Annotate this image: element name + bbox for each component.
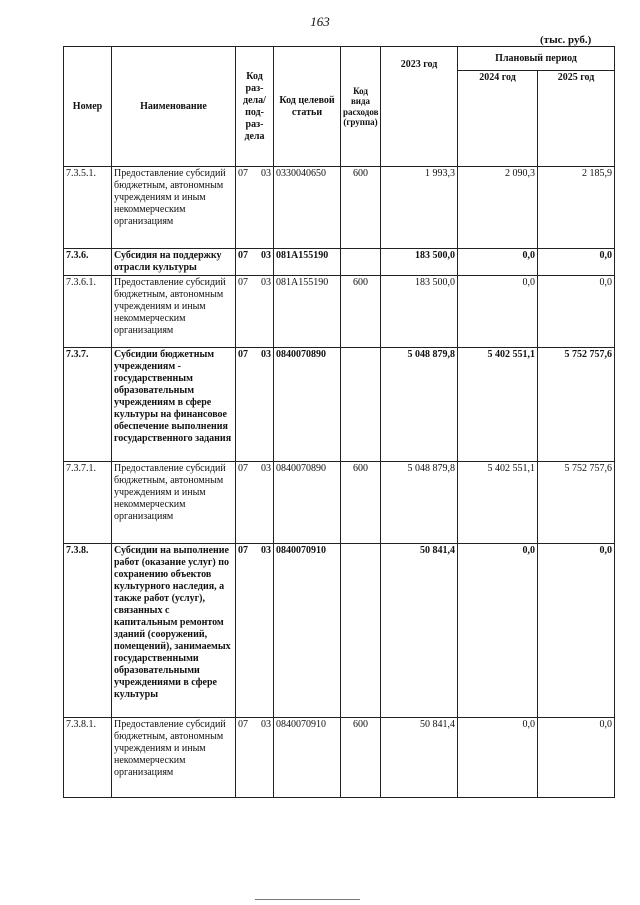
row-section (236, 462, 274, 544)
row-section-code: 07 (238, 719, 248, 730)
row-name: Предоставление субсидий бюджетным, автономным учреждениям и иным некоммерческим организациям (112, 167, 236, 249)
row-2024: 0,0 (458, 249, 538, 276)
row-subsection-code: 03 (261, 349, 271, 360)
row-2025: 0,0 (538, 718, 615, 798)
table-row (64, 544, 615, 718)
row-section-code: 07 (238, 250, 248, 261)
row-2023: 50 841,4 (381, 718, 458, 798)
table-row (64, 348, 615, 462)
row-number: 7.3.5.1. (64, 167, 112, 249)
row-2024: 5 402 551,1 (458, 348, 538, 462)
row-2023: 183 500,0 (381, 276, 458, 348)
table-body (64, 167, 615, 798)
table-row (64, 462, 615, 544)
row-2025: 5 752 757,6 (538, 462, 615, 544)
row-number: 7.3.7. (64, 348, 112, 462)
row-subsection-code: 03 (261, 545, 271, 556)
row-section-code: 07 (238, 277, 248, 288)
header-target: Код целевой статьи (274, 47, 341, 167)
row-2023: 5 048 879,8 (381, 348, 458, 462)
row-section-code: 07 (238, 349, 248, 360)
row-section (236, 348, 274, 462)
row-2024: 0,0 (458, 544, 538, 718)
row-expense (341, 348, 381, 462)
row-name: Предоставление субсидий бюджетным, автономным учреждениям и иным некоммерческим организациям (112, 718, 236, 798)
row-name: Предоставление субсидий бюджетным, автономным учреждениям и иным некоммерческим организациям (112, 276, 236, 348)
table-row (64, 249, 615, 276)
row-2024: 0,0 (458, 718, 538, 798)
page-number: 163 (310, 14, 330, 29)
row-section (236, 167, 274, 249)
header-name: Наименование (112, 47, 236, 167)
row-target: 081А155190 (274, 276, 341, 348)
row-subsection-code: 03 (261, 719, 271, 730)
row-target: 081А155190 (274, 249, 341, 276)
row-number: 7.3.8.1. (64, 718, 112, 798)
row-name: Предоставление субсидий бюджетным, автономным учреждениям и иным некоммерческим организациям (112, 462, 236, 544)
row-2023: 5 048 879,8 (381, 462, 458, 544)
row-subsection-code: 03 (261, 168, 271, 179)
row-2023: 1 993,3 (381, 167, 458, 249)
row-2025: 0,0 (538, 544, 615, 718)
row-name: Субсидии бюджетным учреждениям - государственным образовательным учреждениям в сфере культуры на финансовое обеспечение выполнения государственного задания (112, 348, 236, 462)
row-2024: 0,0 (458, 276, 538, 348)
table-row (64, 718, 615, 798)
header-plan: Плановый период (458, 47, 615, 71)
row-target: 0840070890 (274, 348, 341, 462)
footer-divider (255, 899, 360, 900)
row-number: 7.3.7.1. (64, 462, 112, 544)
header-year-2024: 2024 год (458, 71, 538, 167)
row-section (236, 718, 274, 798)
row-section-code: 07 (238, 463, 248, 474)
table-row (64, 276, 615, 348)
row-section-code: 07 (238, 545, 248, 556)
header-number: Номер (64, 47, 112, 167)
row-name: Субсидия на поддержку отрасли культуры (112, 249, 236, 276)
row-expense: 600 (341, 276, 381, 348)
row-2025: 0,0 (538, 249, 615, 276)
row-2025: 5 752 757,6 (538, 348, 615, 462)
row-number: 7.3.6. (64, 249, 112, 276)
row-subsection-code: 03 (261, 277, 271, 288)
row-expense: 600 (341, 167, 381, 249)
row-target: 0840070910 (274, 544, 341, 718)
budget-table (63, 46, 615, 798)
table-header (64, 47, 615, 167)
row-number: 7.3.6.1. (64, 276, 112, 348)
row-section (236, 249, 274, 276)
row-expense: 600 (341, 462, 381, 544)
row-2025: 2 185,9 (538, 167, 615, 249)
row-2023: 183 500,0 (381, 249, 458, 276)
header-year-2023: 2023 год (381, 47, 458, 167)
row-name: Субсидии на выполнение работ (оказание услуг) по сохранению объектов культурного наследия, а также работ (услуг), связанных с капитальным ремонтом зданий (сооружений, помещений), занимаемых государственными образовательными учреждениями в сфере культуры (112, 544, 236, 718)
header-year-2025: 2025 год (538, 71, 615, 167)
row-subsection-code: 03 (261, 250, 271, 261)
header-expense: Код вида расходов (группа) (341, 47, 381, 167)
units-label: (тыс. руб.) (540, 34, 592, 46)
row-2024: 2 090,3 (458, 167, 538, 249)
row-number: 7.3.8. (64, 544, 112, 718)
row-expense (341, 544, 381, 718)
row-expense: 600 (341, 718, 381, 798)
row-2025: 0,0 (538, 276, 615, 348)
row-section (236, 276, 274, 348)
row-2023: 50 841,4 (381, 544, 458, 718)
row-section-code: 07 (238, 168, 248, 179)
row-target: 0840070890 (274, 462, 341, 544)
row-target: 0330040650 (274, 167, 341, 249)
header-section: Код раз-дела/ под-раз-дела (236, 47, 274, 167)
row-expense (341, 249, 381, 276)
row-subsection-code: 03 (261, 463, 271, 474)
row-2024: 5 402 551,1 (458, 462, 538, 544)
table-row (64, 167, 615, 249)
row-section (236, 544, 274, 718)
row-target: 0840070910 (274, 718, 341, 798)
